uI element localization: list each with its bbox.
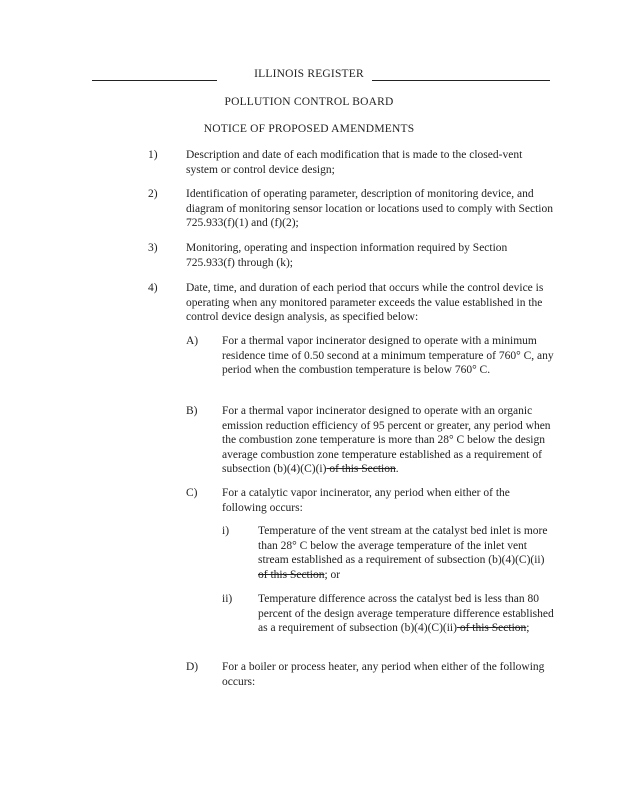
- subitem-a-number: A): [186, 335, 199, 347]
- item-1-number: 1): [148, 149, 158, 161]
- subitem-ci-text: [258, 524, 554, 582]
- subitem-b-body: For a thermal vapor incinerator designed to operate with an organic emission reduction efficiency of 95 percent or greater, any period when the combustion zone temperature is more than 28° C below the design average combustion zone temperature established as a requirement of subsection (b)(4)(C)(i): [222, 405, 551, 475]
- notice-title: NOTICE OF PROPOSED AMENDMENTS: [203, 123, 415, 135]
- subitem-c-number: C): [186, 487, 198, 499]
- subitem-cii-number: ii): [222, 593, 233, 605]
- subitem-d-text: For a boiler or process heater, any period when either of the following occurs:: [222, 661, 545, 688]
- board-title: POLLUTION CONTROL BOARD: [224, 96, 394, 108]
- subitem-cii-struck: of this Section: [456, 622, 527, 634]
- header-rule-right: [372, 80, 550, 81]
- subitem-ci-number: i): [222, 525, 230, 537]
- subitem-ci-body: Temperature of the vent stream at the catalyst bed inlet is more than 28° C below the average temperature of the inlet vent stream established as a requirement of subsection (b)(4)(C)(ii): [258, 525, 548, 566]
- subitem-c-text: For a catalytic vapor incinerator, any period when either of the following occurs:: [222, 487, 510, 514]
- item-4-number: 4): [148, 282, 158, 294]
- item-1-text: Description and date of each modification that is made to the closed-vent system or control device design;: [186, 149, 523, 176]
- subitem-b-end: .: [395, 463, 399, 475]
- subitem-ci-struck: of this Section: [258, 568, 325, 581]
- subitem-b-text: [222, 404, 554, 477]
- item-4-text: Date, time, and duration of each period that occurs while the control device is operating when any monitored parameter exceeds the value established in the control device design analysis, as specified below:: [186, 282, 544, 323]
- subitem-d-number: D): [186, 661, 199, 673]
- subitem-cii-body: Temperature difference across the catalyst bed is less than 80 percent of the design average temperature difference established as a requirement of subsection (b)(4)(C)(ii): [258, 593, 554, 634]
- header-rule-left: [92, 80, 217, 81]
- subitem-cii-text: [258, 592, 554, 636]
- subitem-cii-end: ;: [526, 622, 530, 634]
- subitem-a-text: For a thermal vapor incinerator designed to operate with a minimum residence time of 0.50 second at a minimum temperature of 760° C, any period when the combustion temperature is below 760° C.: [222, 335, 554, 376]
- item-3-text: Monitoring, operating and inspection information required by Section 725.933(f) through (k);: [186, 242, 508, 269]
- subitem-ci-end: ; or: [324, 568, 341, 581]
- subitem-b-struck: of this Section: [326, 463, 396, 475]
- subitem-b-number: B): [186, 405, 198, 417]
- register-title: ILLINOIS REGISTER: [254, 68, 364, 80]
- item-3-number: 3): [148, 242, 158, 254]
- item-2-number: 2): [148, 188, 158, 200]
- item-2-text: Identification of operating parameter, description of monitoring device, and diagram of monitoring sensor location or locations used to comply with Section 725.933(f)(1) and (f)(2);: [186, 188, 553, 229]
